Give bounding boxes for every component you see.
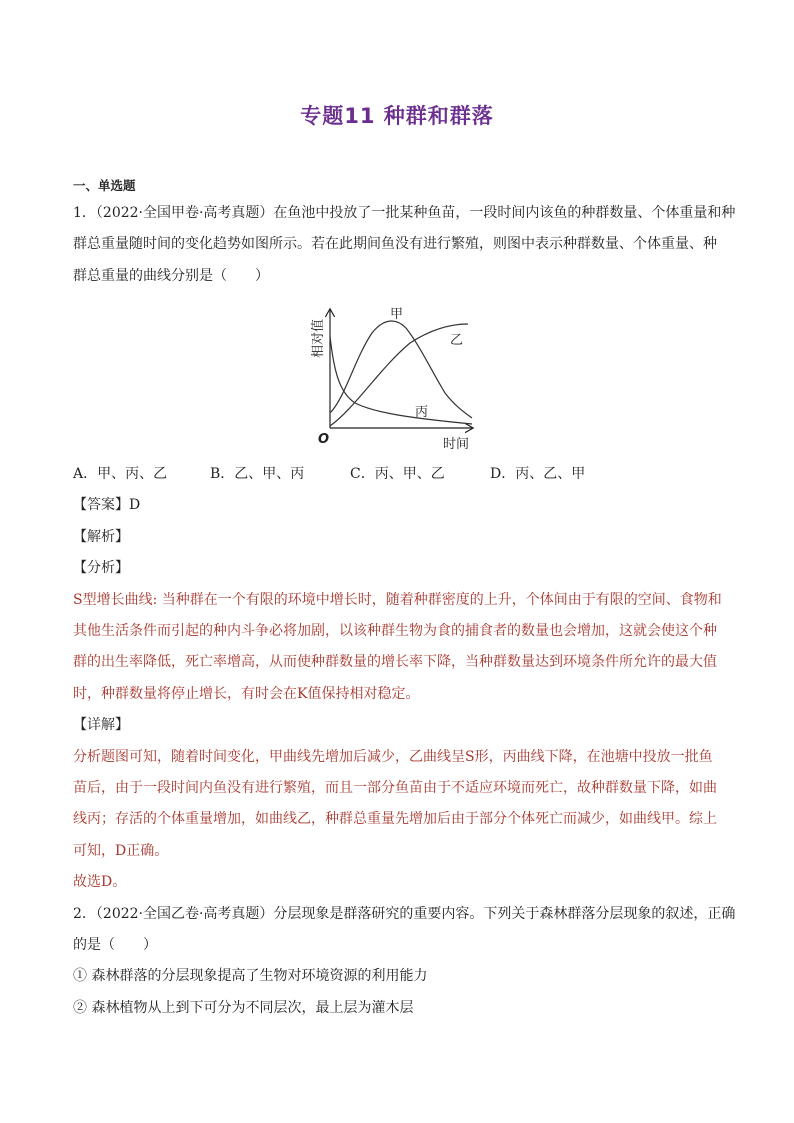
answer-line: 【答案】D — [73, 497, 141, 513]
option-a: A．甲、丙、乙 — [73, 466, 168, 482]
q2-text-line-2: 的是（ ） — [73, 937, 157, 953]
option-d: D．丙、乙、甲 — [490, 466, 586, 482]
xiangjie-heading: 【详解】 — [73, 717, 129, 733]
fenxi-heading: 【分析】 — [73, 560, 129, 576]
conclusion-line: 故选D。 — [73, 874, 127, 890]
label-jia: 甲 — [390, 307, 404, 322]
analysis-line-2: 其他生活条件而引起的种内斗争必将加剧，以该种群生物为食的捕食者的数量也会增加，这就会使这个种 — [73, 623, 717, 639]
label-bing: 丙 — [415, 405, 429, 420]
q1-figure — [300, 298, 490, 456]
x-axis-label: 时间 — [443, 437, 470, 452]
analysis-line-1: S型增长曲线: 当种群在一个有限的环境中增长时，随着种群密度的上升，个体间由于有限的空间、食物和 — [73, 592, 722, 608]
option-c: C．丙、甲、乙 — [350, 466, 445, 482]
curve-bing — [330, 336, 472, 424]
q2-item-2: ② 森林植物从上到下可分为不同层次，最上层为灌木层 — [73, 1000, 414, 1016]
detail-line-3: 线丙；存活的个体重量增加，如曲线乙，种群总重量先增加后由于部分个体死亡而减少，如曲线甲。综上 — [73, 811, 717, 827]
analysis-line-3: 群的出生率降低，死亡率增高，从而使种群数量的增长率下降，当种群数量达到环境条件所允许的最大值 — [73, 654, 717, 670]
q2-text-line-1: 2．（2022·全国乙卷·高考真题）分层现象是群落研究的重要内容。下列关于森林群落分层现象的叙述，正确 — [73, 906, 736, 922]
q2-item-1: ① 森林群落的分层现象提高了生物对环境资源的利用能力 — [73, 968, 428, 984]
q1-options — [73, 464, 585, 484]
jiexi-heading: 【解析】 — [73, 529, 129, 545]
q1-text-line-3: 群总重量的曲线分别是（ ） — [73, 268, 269, 284]
q1-text-line-2: 群总重量随时间的变化趋势如图所示。若在此期间鱼没有进行繁殖，则图中表示种群数量、个体重量、种 — [73, 236, 717, 252]
option-b: B．乙、甲、丙 — [210, 466, 305, 482]
q1-text-line-1: 1．（2022·全国甲卷·高考真题）在鱼池中投放了一批某种鱼苗，一段时间内该鱼的种群数量、个体重量和种 — [73, 205, 736, 221]
page-title: 专题11 种群和群落 — [300, 104, 494, 128]
label-yi: 乙 — [450, 333, 464, 348]
origin-label: O — [318, 432, 330, 447]
analysis-line-4: 时，种群数量将停止增长，有时会在K值保持相对稳定。 — [73, 686, 420, 702]
detail-line-2: 苗后，由于一段时间内鱼没有进行繁殖，而且一部分鱼苗由于不适应环境而死亡，故种群数量下降，如曲 — [73, 780, 717, 796]
detail-line-4: 可知，D正确。 — [73, 843, 169, 859]
section-heading: 一、单选题 — [73, 178, 136, 193]
detail-line-1: 分析题图可知，随着时间变化，甲曲线先增加后减少，乙曲线呈S形，丙曲线下降，在池塘中投放一批鱼 — [73, 749, 713, 765]
y-axis-label: 相对值 — [311, 318, 326, 358]
